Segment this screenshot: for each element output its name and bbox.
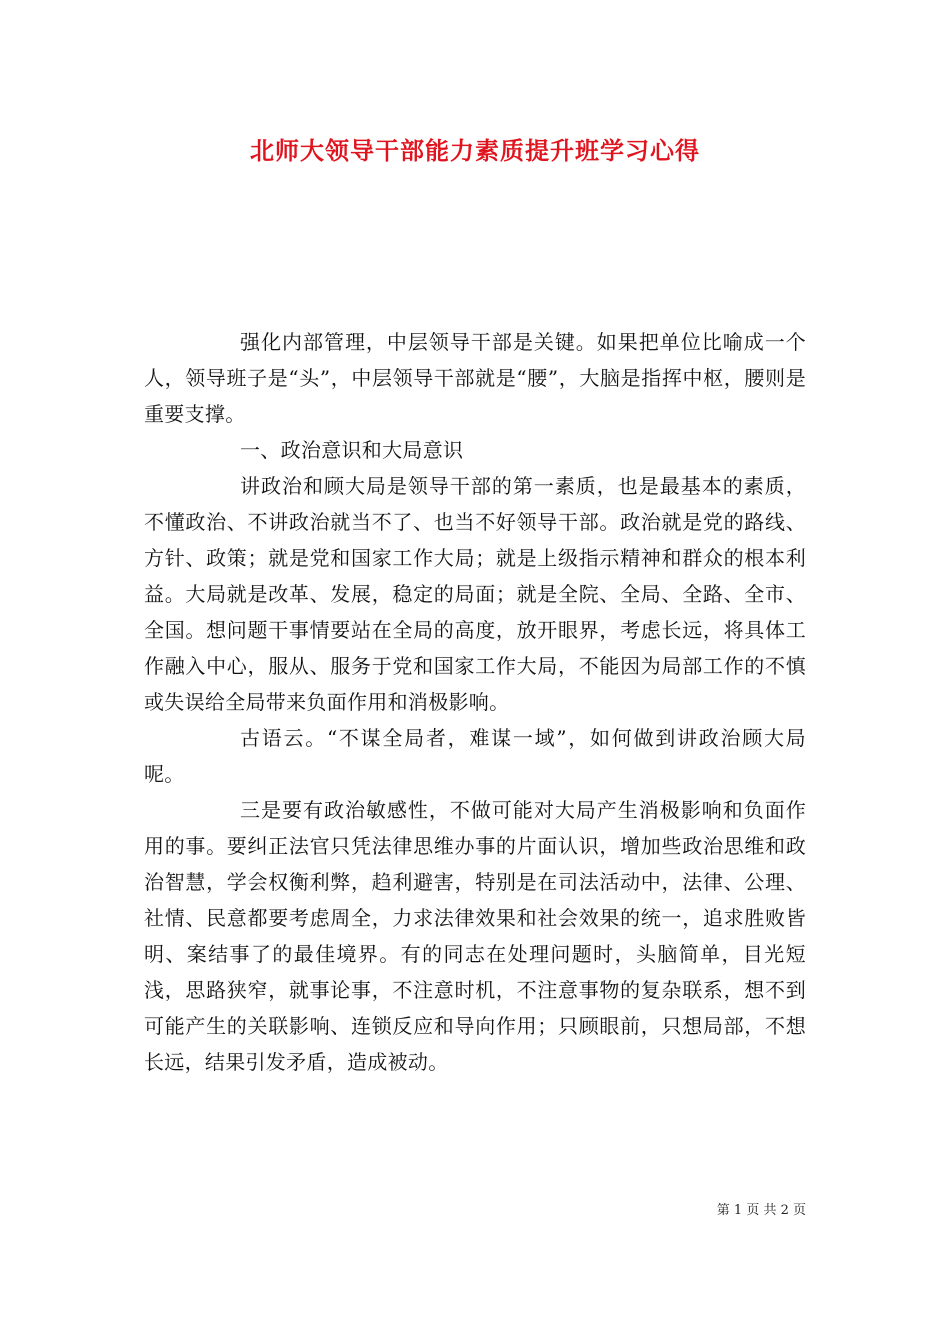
section-heading: 一、政治意识和大局意识: [240, 438, 464, 462]
paragraph-politics: 讲政治和顾大局是领导干部的第一素质，也是最基本的素质，不懂政治、不讲政治就当不了、也当不好领导干部。政治就是党的路线、方针、政策；就是党和国家工作大局；就是上级指示精神和群众的根本利益。大局就是改革、发展，稳定的局面；就是全院、全局、全路、全市、全国。想问题干事情要站在全局的高度，放开眼界，考虑长远，将具体工作融入中心，服从、服务于党和国家工作大局，不能因为局部工作的不慎或失误给全局带来负面作用和消极影响。: [144, 474, 806, 714]
document-body: [144, 324, 806, 1080]
paragraph-intro: 强化内部管理，中层领导干部是关键。如果把单位比喻成一个人，领导班子是“头”，中层领导干部就是“腰”，大脑是指挥中枢，腰则是重要支撑。: [144, 330, 806, 426]
paragraph-point-three: 三是要有政治敏感性，不做可能对大局产生消极影响和负面作用的事。要纠正法官只凭法律思维办事的片面认识，增加些政治思维和政治智慧，学会权衡利弊，趋利避害，特别是在司法活动中，法律、公理、社情、民意都要考虑周全，力求法律效果和社会效果的统一，追求胜败皆明、案结事了的最佳境界。有的同志在处理问题时，头脑简单，目光短浅，思路狭窄，就事论事，不注意时机，不注意事物的复杂联系，想不到可能产生的关联影响、连锁反应和导向作用；只顾眼前，只想局部，不想长远，结果引发矛盾，造成被动。: [144, 798, 806, 1074]
document-title: 北师大领导干部能力素质提升班学习心得: [250, 136, 700, 165]
page-number: 第 1 页 共 2 页: [716, 1203, 806, 1218]
paragraph-proverb: 古语云。“不谋全局者，难谋一域”，如何做到讲政治顾大局呢。: [144, 726, 806, 786]
